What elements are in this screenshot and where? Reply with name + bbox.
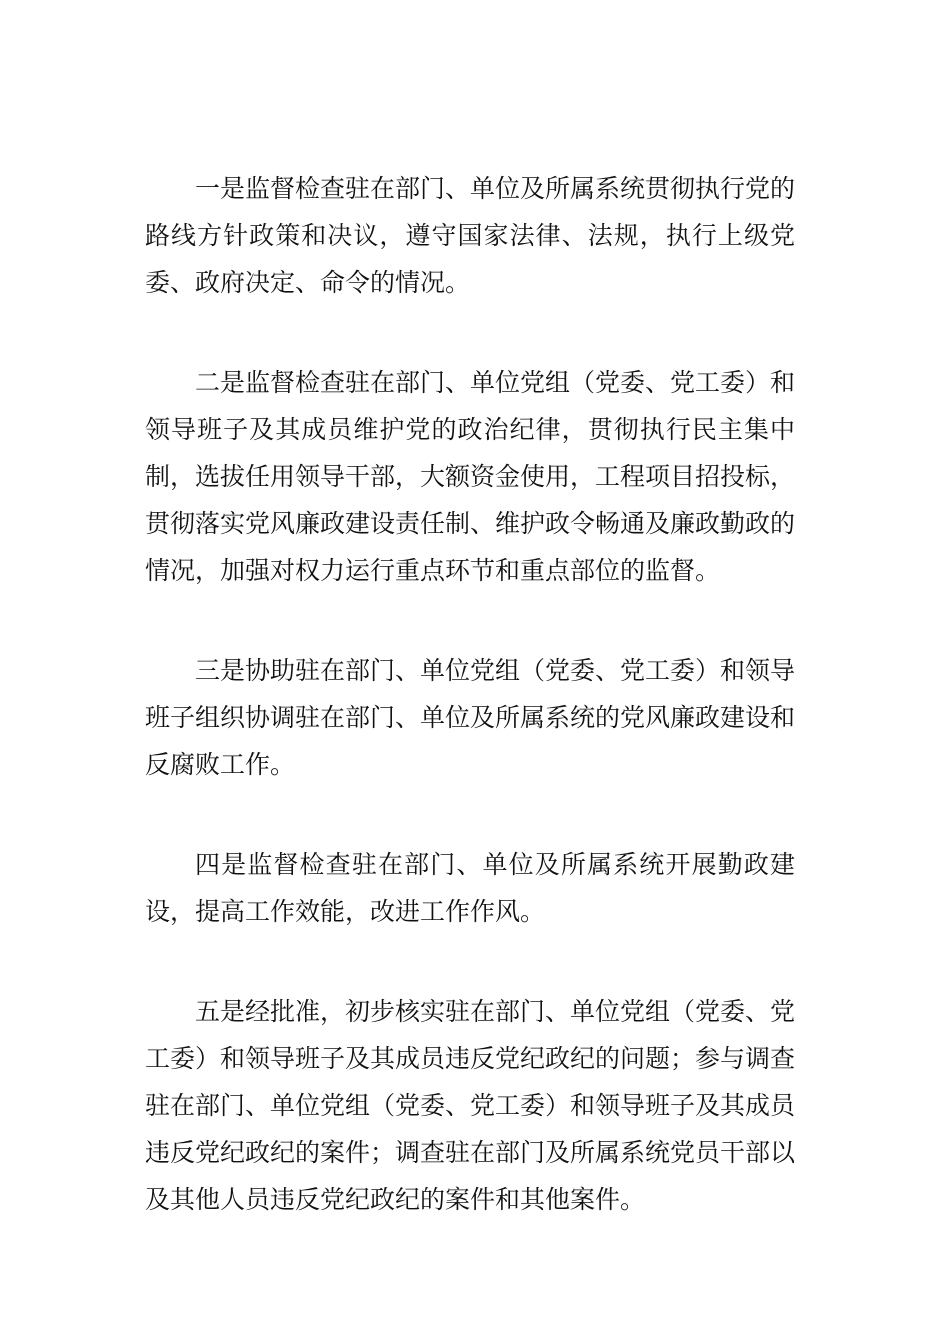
paragraph-3: 三是协助驻在部门、单位党组（党委、党工委）和领导班子组织协调驻在部门、单位及所属系统的党风廉政建设和反腐败工作。 xyxy=(145,656,796,779)
document-body xyxy=(145,165,795,1276)
paragraph-2: 二是监督检查驻在部门、单位党组（党委、党工委）和领导班子及其成员维护党的政治纪律，贯彻执行民主集中制，选拔任用领导干部，大额资金使用，工程项目招投标，贯彻落实党风廉政建设责任制、维护政令畅通及廉政勤政的情况，加强对权力运行重点环节和重点部位的监督。 xyxy=(145,368,796,585)
paragraph-5: 五是经批准，初步核实驻在部门、单位党组（党委、党工委）和领导班子及其成员违反党纪政纪的问题；参与调查驻在部门、单位党组（党委、党工委）和领导班子及其成员违反党纪政纪的案件；调查驻在部门及所属系统党员干部以及其他人员违反党纪政纪的案件和其他案件。 xyxy=(145,997,796,1214)
paragraph-4: 四是监督检查驻在部门、单位及所属系统开展勤政建设，提高工作效能，改进工作作风。 xyxy=(145,850,795,926)
paragraph-1: 一是监督检查驻在部门、单位及所属系统贯彻执行党的路线方针政策和决议，遵守国家法律、法规，执行上级党委、政府决定、命令的情况。 xyxy=(145,174,796,297)
